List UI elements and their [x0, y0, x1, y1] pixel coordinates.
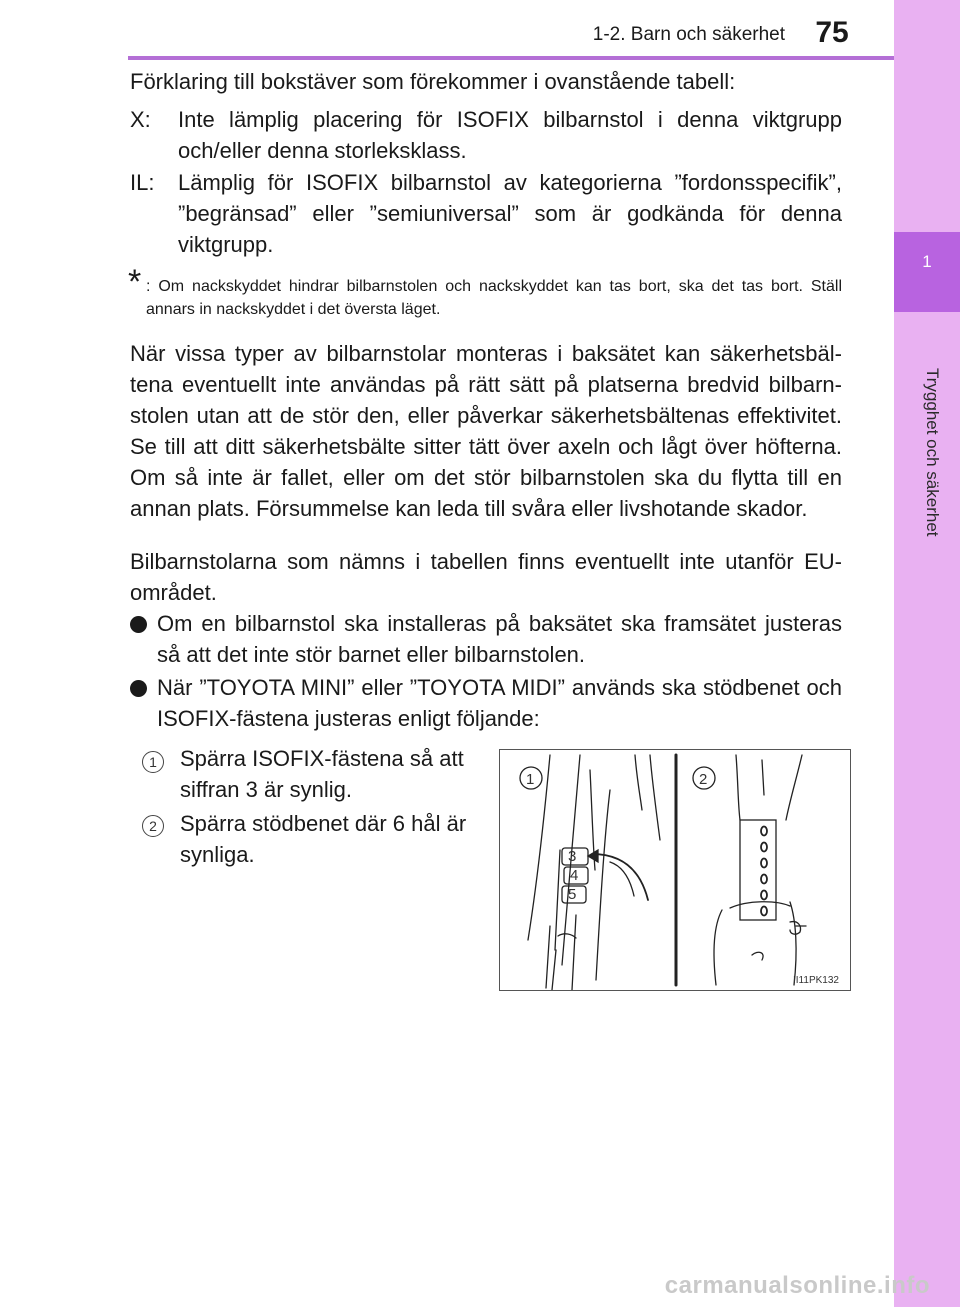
step-number-1: 1 — [142, 751, 164, 773]
side-tab-number: 1 — [922, 252, 932, 271]
isofix-illustration — [499, 749, 851, 991]
figure-callout-2: 2 — [699, 771, 708, 788]
paragraph-seatbelt: När vissa typer av bilbarnstolar monteras i baksätet kan säkerhetsbältena eventuellt inte användas på rätt sätt på platserna bredvid bilbarnstolen utan att de stör den, eller påverkar säkerhetsbältenas effektivitet. Se till att ditt säkerhetsbälte sitter tätt över axeln och lågt över höfterna. Om så inte är fallet, eller om det stör bilbarnstolen ska du flytta till en annan plats. Försummelse kan leda till svåra eller livshotande skador. — [130, 341, 842, 521]
step-text-1: Spärra ISOFIX-fästena så att siffran 3 är synlig. — [180, 746, 464, 802]
side-tab-chapter-marker — [894, 232, 960, 312]
side-tab-band — [894, 0, 960, 1307]
marker-number-3: 3 — [568, 848, 577, 865]
marker-number-5: 5 — [568, 886, 577, 903]
footnote-text: : Om nackskyddet hindrar bilbarnstolen och nackskyddet kan tas bort, ska det tas bort. Ställ annars in nackskyddet i det översta läget. — [146, 278, 842, 318]
legend-text-x: Inte lämplig placering för ISOFIX bilbarnstol i denna viktgrupp och/eller denna storleksklass. — [178, 107, 842, 163]
bullet-toyota-seats: När ”TOYOTA MINI” eller ”TOYOTA MIDI” används ska stödbenet och ISOFIX-fästena justeras enligt följande: — [157, 675, 842, 731]
step-text-2: Spärra stödbenet där 6 hål är synliga. — [180, 811, 467, 867]
bullet-dot-icon — [130, 616, 147, 633]
step-number-2: 2 — [142, 815, 164, 837]
legend-intro: Förklaring till bokstäver som förekommer i ovanstående tabell: — [130, 69, 736, 94]
legend-text-il: Lämplig för ISOFIX bilbarnstol av kategorierna ”fordonsspecifik”, ”begränsad” eller ”semiuniversal” som är godkända för denna viktgrupp. — [178, 170, 842, 257]
header-rule — [128, 56, 894, 60]
bullet-dot-icon — [130, 680, 147, 697]
legend-code-x: X: — [130, 107, 151, 132]
legend-code-il: IL: — [130, 170, 155, 195]
paragraph-eu: Bilbarnstolarna som nämns i tabellen finns eventuellt inte utanför EU-området. — [130, 549, 842, 605]
section-title: 1-2. Barn och säkerhet — [592, 24, 785, 45]
bullet-front-seat: Om en bilbarnstol ska installeras på baksätet ska framsätet justeras så att det inte stör barnet eller bilbarnstolen. — [157, 611, 842, 667]
isofix-illustration-drawing — [500, 750, 850, 990]
watermark: carmanualsonline.info — [664, 1272, 930, 1299]
figure-callout-1: 1 — [526, 771, 535, 788]
footnote-marker: * — [128, 263, 142, 301]
page-number: 75 — [815, 16, 849, 49]
figure-code: II11PK132 — [793, 975, 839, 986]
marker-number-4: 4 — [570, 867, 579, 884]
side-tab-label: Trygghet och säkerhet — [923, 368, 942, 537]
